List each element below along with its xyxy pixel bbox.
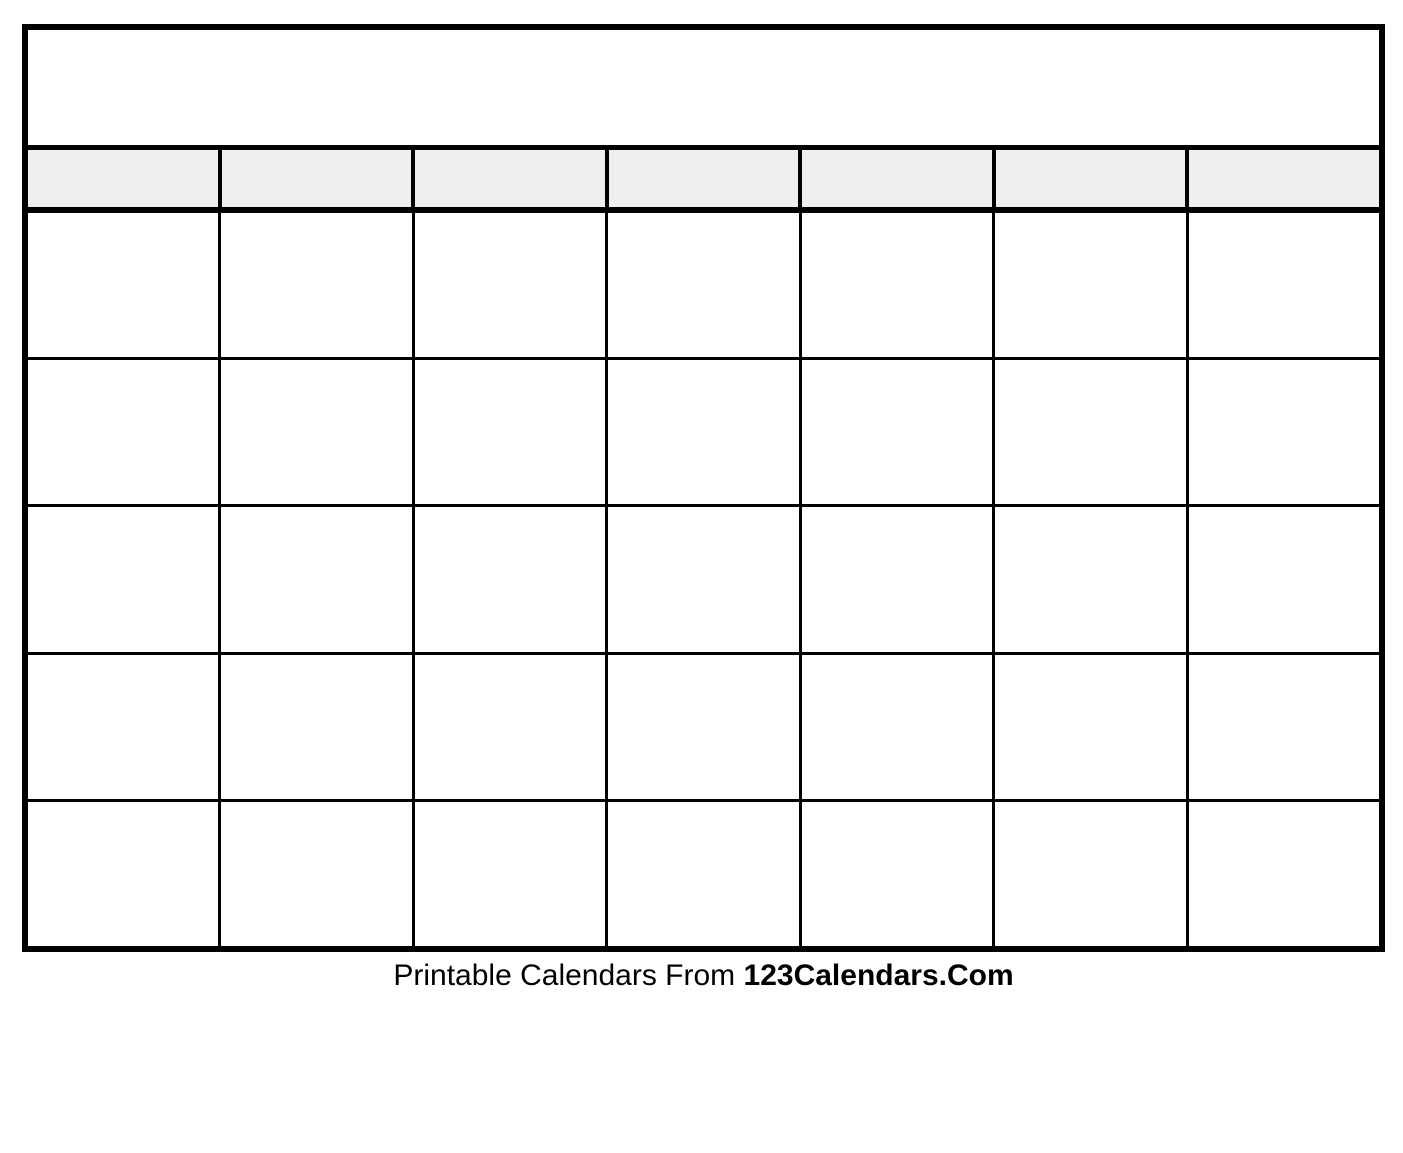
- footer-text: Printable Calendars From: [393, 959, 744, 992]
- weekday-header-cell: [996, 150, 1186, 207]
- calendar-title-box: [28, 30, 1379, 150]
- day-cell: [28, 360, 218, 504]
- weekday-header-cell: [609, 150, 799, 207]
- day-cell: [1189, 507, 1379, 651]
- day-cell: [415, 802, 605, 946]
- day-cell: [1189, 360, 1379, 504]
- day-cell: [802, 360, 992, 504]
- day-cell: [415, 507, 605, 651]
- weekday-header-cell: [28, 150, 218, 207]
- day-cell: [415, 213, 605, 357]
- day-cell: [802, 213, 992, 357]
- calendar-table: [22, 24, 1385, 952]
- weekday-header-cell: [802, 150, 992, 207]
- day-cell: [28, 802, 218, 946]
- day-cell: [28, 655, 218, 799]
- calendar-grid: [28, 213, 1379, 946]
- day-cell: [995, 213, 1185, 357]
- day-cell: [415, 655, 605, 799]
- weekday-header-cell: [222, 150, 412, 207]
- day-cell: [415, 360, 605, 504]
- day-cell: [995, 360, 1185, 504]
- footer-credit: [22, 956, 1385, 996]
- day-cell: [221, 802, 411, 946]
- day-cell: [608, 507, 798, 651]
- day-cell: [608, 213, 798, 357]
- day-cell: [995, 802, 1185, 946]
- day-cell: [608, 655, 798, 799]
- footer-site-name: 123Calendars.Com: [743, 959, 1014, 992]
- day-cell: [221, 213, 411, 357]
- day-cell: [802, 802, 992, 946]
- day-cell: [995, 655, 1185, 799]
- weekday-header-cell: [1189, 150, 1379, 207]
- day-cell: [802, 507, 992, 651]
- day-cell: [221, 507, 411, 651]
- day-cell: [28, 213, 218, 357]
- weekday-header-cell: [415, 150, 605, 207]
- day-cell: [802, 655, 992, 799]
- day-cell: [1189, 655, 1379, 799]
- day-cell: [221, 360, 411, 504]
- day-cell: [1189, 802, 1379, 946]
- day-cell: [608, 360, 798, 504]
- day-cell: [1189, 213, 1379, 357]
- weekday-header-row: [28, 150, 1379, 213]
- day-cell: [28, 507, 218, 651]
- day-cell: [221, 655, 411, 799]
- day-cell: [995, 507, 1185, 651]
- day-cell: [608, 802, 798, 946]
